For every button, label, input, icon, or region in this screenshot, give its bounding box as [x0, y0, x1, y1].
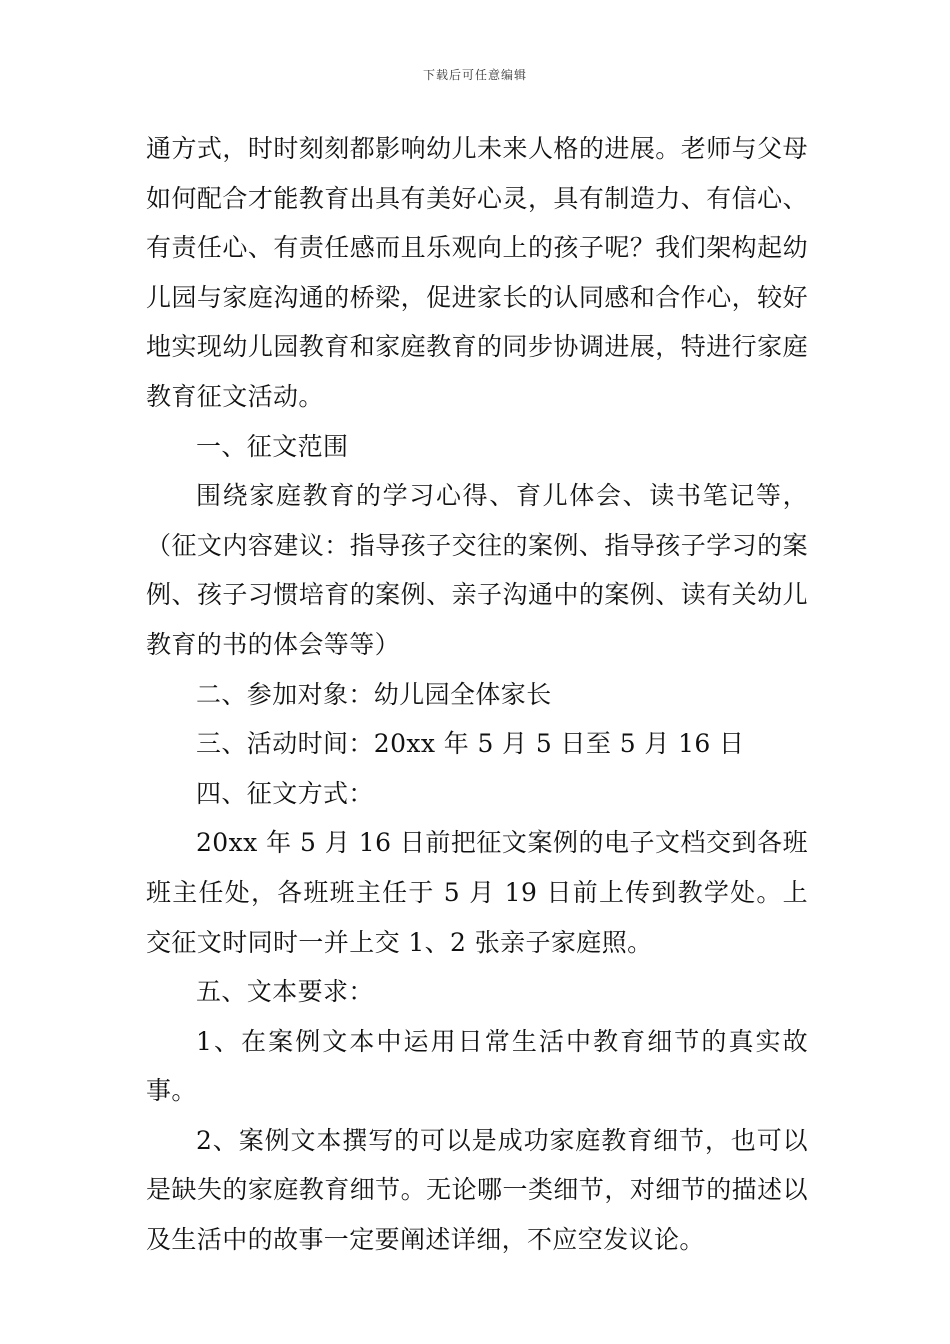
requirement-item-2: 2、案例文本撰写的可以是成功家庭教育细节，也可以是缺失的家庭教育细节。无论哪一类细节，对细节的描述以及生活中的故事一定要阐述详细，不应空发议论。	[146, 1125, 808, 1255]
section-heading-requirements: 五、文本要求：	[196, 977, 374, 1007]
header-note: 下载后可任意编辑	[422, 68, 527, 82]
section-heading-participants: 二、参加对象：幼儿园全体家长	[196, 679, 552, 709]
requirement-item-1: 1、在案例文本中运用日常生活中教育细节的真实故事。	[146, 1026, 808, 1106]
section-heading-time: 三、活动时间：20xx 年 5 月 5 日至 5 月 16 日	[196, 729, 745, 759]
section-heading-scope: 一、征文范围	[196, 431, 349, 461]
document-body	[146, 124, 808, 1265]
paragraph-method: 20xx 年 5 月 16 日前把征文案例的电子文档交到各班班主任处，各班班主任于 5 月 19 日前上传到教学处。上交征文时同时一并上交 1、2 张亲子家庭照。	[146, 828, 808, 957]
paragraph-scope: 围绕家庭教育的学习心得、育儿体会、读书笔记等，（征文内容建议：指导孩子交往的案例、指导孩子学习的案例、孩子习惯培育的案例、亲子沟通中的案例、读有关幼儿教育的书的体会等等）	[146, 481, 808, 659]
paragraph-intro-continued: 通方式，时时刻刻都影响幼儿未来人格的进展。老师与父母如何配合才能教育出具有美好心灵，具有制造力、有信心、有责任心、有责任感而且乐观向上的孩子呢？我们架构起幼儿园与家庭沟通的桥梁，促进家长的认同感和合作心，较好地实现幼儿园教育和家庭教育的同步协调进展，特进行家庭教育征文活动。	[146, 134, 808, 411]
section-heading-method: 四、征文方式：	[196, 778, 374, 808]
